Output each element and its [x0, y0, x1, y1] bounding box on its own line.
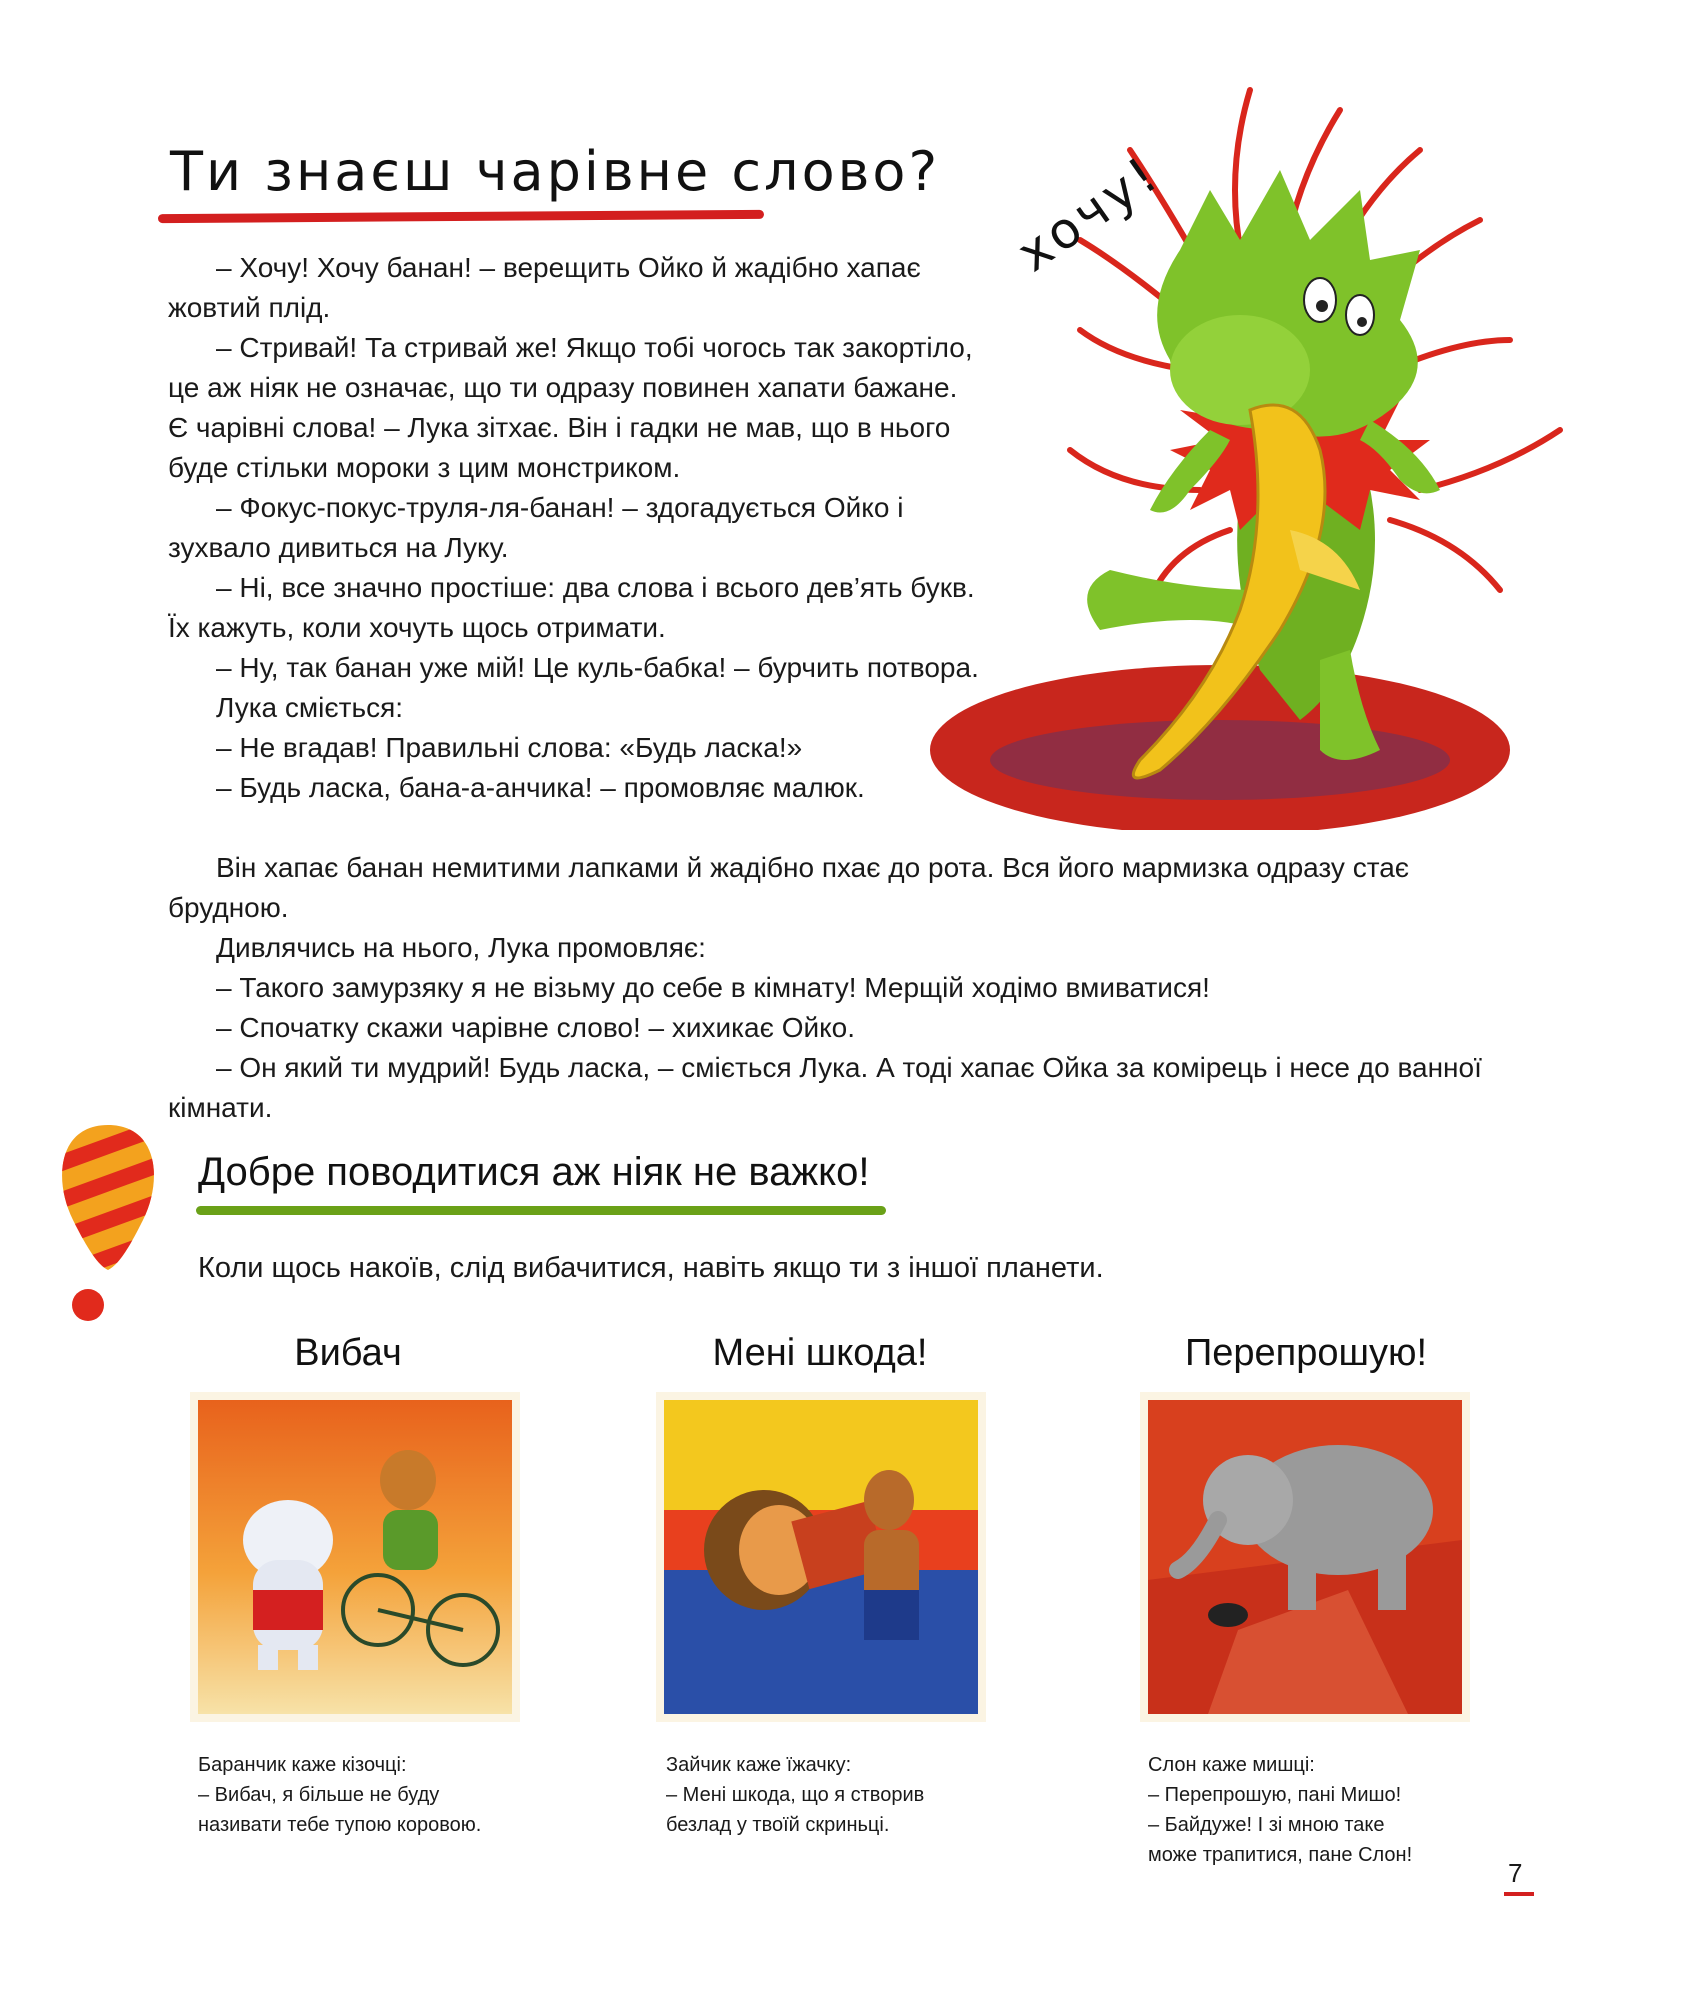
section-underline — [196, 1206, 886, 1215]
story-paragraph: – Ну, так банан уже мій! Це куль-бабка! – бурчить потвора. — [216, 652, 979, 683]
story-paragraph: – Стривай! Та стривай же! Якщо тобі чогось так закортіло, це аж ніяк не означає, що ти одразу повинен хапати бажане. Є чарівні слова! – Лука зітхає. Він і гадки не мав, що в нього буде стільки мороки з цим монстриком. — [168, 332, 973, 483]
story-text-top — [168, 248, 984, 808]
title-underline — [158, 210, 764, 223]
story-paragraph: Дивлячись на нього, Лука промовляє: — [216, 932, 706, 963]
story-paragraph: – Такого замурзяку я не візьму до себе в кімнату! Мерщій ходімо вмиватися! — [216, 972, 1210, 1003]
caption-line: безлад у твоїй скриньці. — [666, 1814, 890, 1836]
story-paragraph: – Не вгадав! Правильні слова: «Будь ласка!» — [216, 732, 803, 763]
story-paragraph: – Он який ти мудрий! Будь ласка, – сміється Лука. А тоді хапає Ойка за комірець і несе до ванної кімнати. — [168, 1052, 1482, 1123]
page-number-underline — [1504, 1892, 1534, 1896]
story-paragraph: Лука сміється: — [216, 692, 404, 723]
card-title-so-sorry: Мені шкода! — [712, 1332, 928, 1374]
section-intro: Коли щось накоїв, слід вибачитися, навіть якщо ти з іншої планети. — [198, 1252, 1104, 1284]
card-illustration-sheep-goat — [190, 1392, 520, 1722]
caption-line: називати тебе тупою коровою. — [198, 1814, 482, 1836]
page-title: Ти знаєш чарівне слово? — [170, 140, 941, 203]
card-illustration-elephant-mouse — [1140, 1392, 1470, 1722]
caption-line: Слон каже мишці: — [1148, 1754, 1315, 1776]
card-title-sorry: Вибач — [294, 1332, 402, 1374]
story-text-bottom — [168, 848, 1508, 1128]
section-title: Добре поводитися аж ніяк не важко! — [198, 1150, 870, 1194]
caption-line: Зайчик каже їжачку: — [666, 1754, 852, 1776]
caption-line: Баранчик каже кізочці: — [198, 1754, 407, 1776]
card-caption-sorry — [198, 1750, 558, 1840]
exclamation-icon — [48, 1120, 168, 1330]
story-paragraph: – Фокус-покус-труля-ля-банан! – здогадується Ойко і зухвало дивиться на Луку. — [168, 492, 904, 563]
story-paragraph: – Будь ласка, бана-а-анчика! – промовляє малюк. — [216, 772, 865, 803]
caption-line: – Мені шкода, що я створив — [666, 1784, 925, 1806]
card-title-excuse-me: Перепрошую! — [1184, 1332, 1428, 1374]
caption-line: – Вибач, я більше не буду — [198, 1784, 440, 1806]
monster-illustration — [920, 70, 1680, 830]
caption-line: – Байдуже! І зі мною таке — [1148, 1814, 1385, 1836]
caption-line: може трапитися, пане Слон! — [1148, 1844, 1413, 1866]
page-number: 7 — [1508, 1858, 1523, 1888]
caption-line: – Перепрошую, пані Мишо! — [1148, 1784, 1402, 1806]
card-caption-so-sorry — [666, 1750, 1026, 1840]
story-paragraph: Він хапає банан немитими лапками й жадібно пхає до рота. Вся його мармизка одразу стає брудною. — [168, 852, 1410, 923]
card-illustration-bunny-hedgehog — [656, 1392, 986, 1722]
shout-text: хочу! — [1006, 144, 1171, 283]
story-paragraph: – Хочу! Хочу банан! – верещить Ойко й жадібно хапає жовтий плід. — [168, 252, 921, 323]
card-caption-excuse-me — [1148, 1750, 1508, 1870]
story-paragraph: – Ні, все значно простіше: два слова і всього дев’ять букв. Їх кажуть, коли хочуть щось отримати. — [168, 572, 975, 643]
story-paragraph: – Спочатку скажи чарівне слово! – хихикає Ойко. — [216, 1012, 856, 1043]
